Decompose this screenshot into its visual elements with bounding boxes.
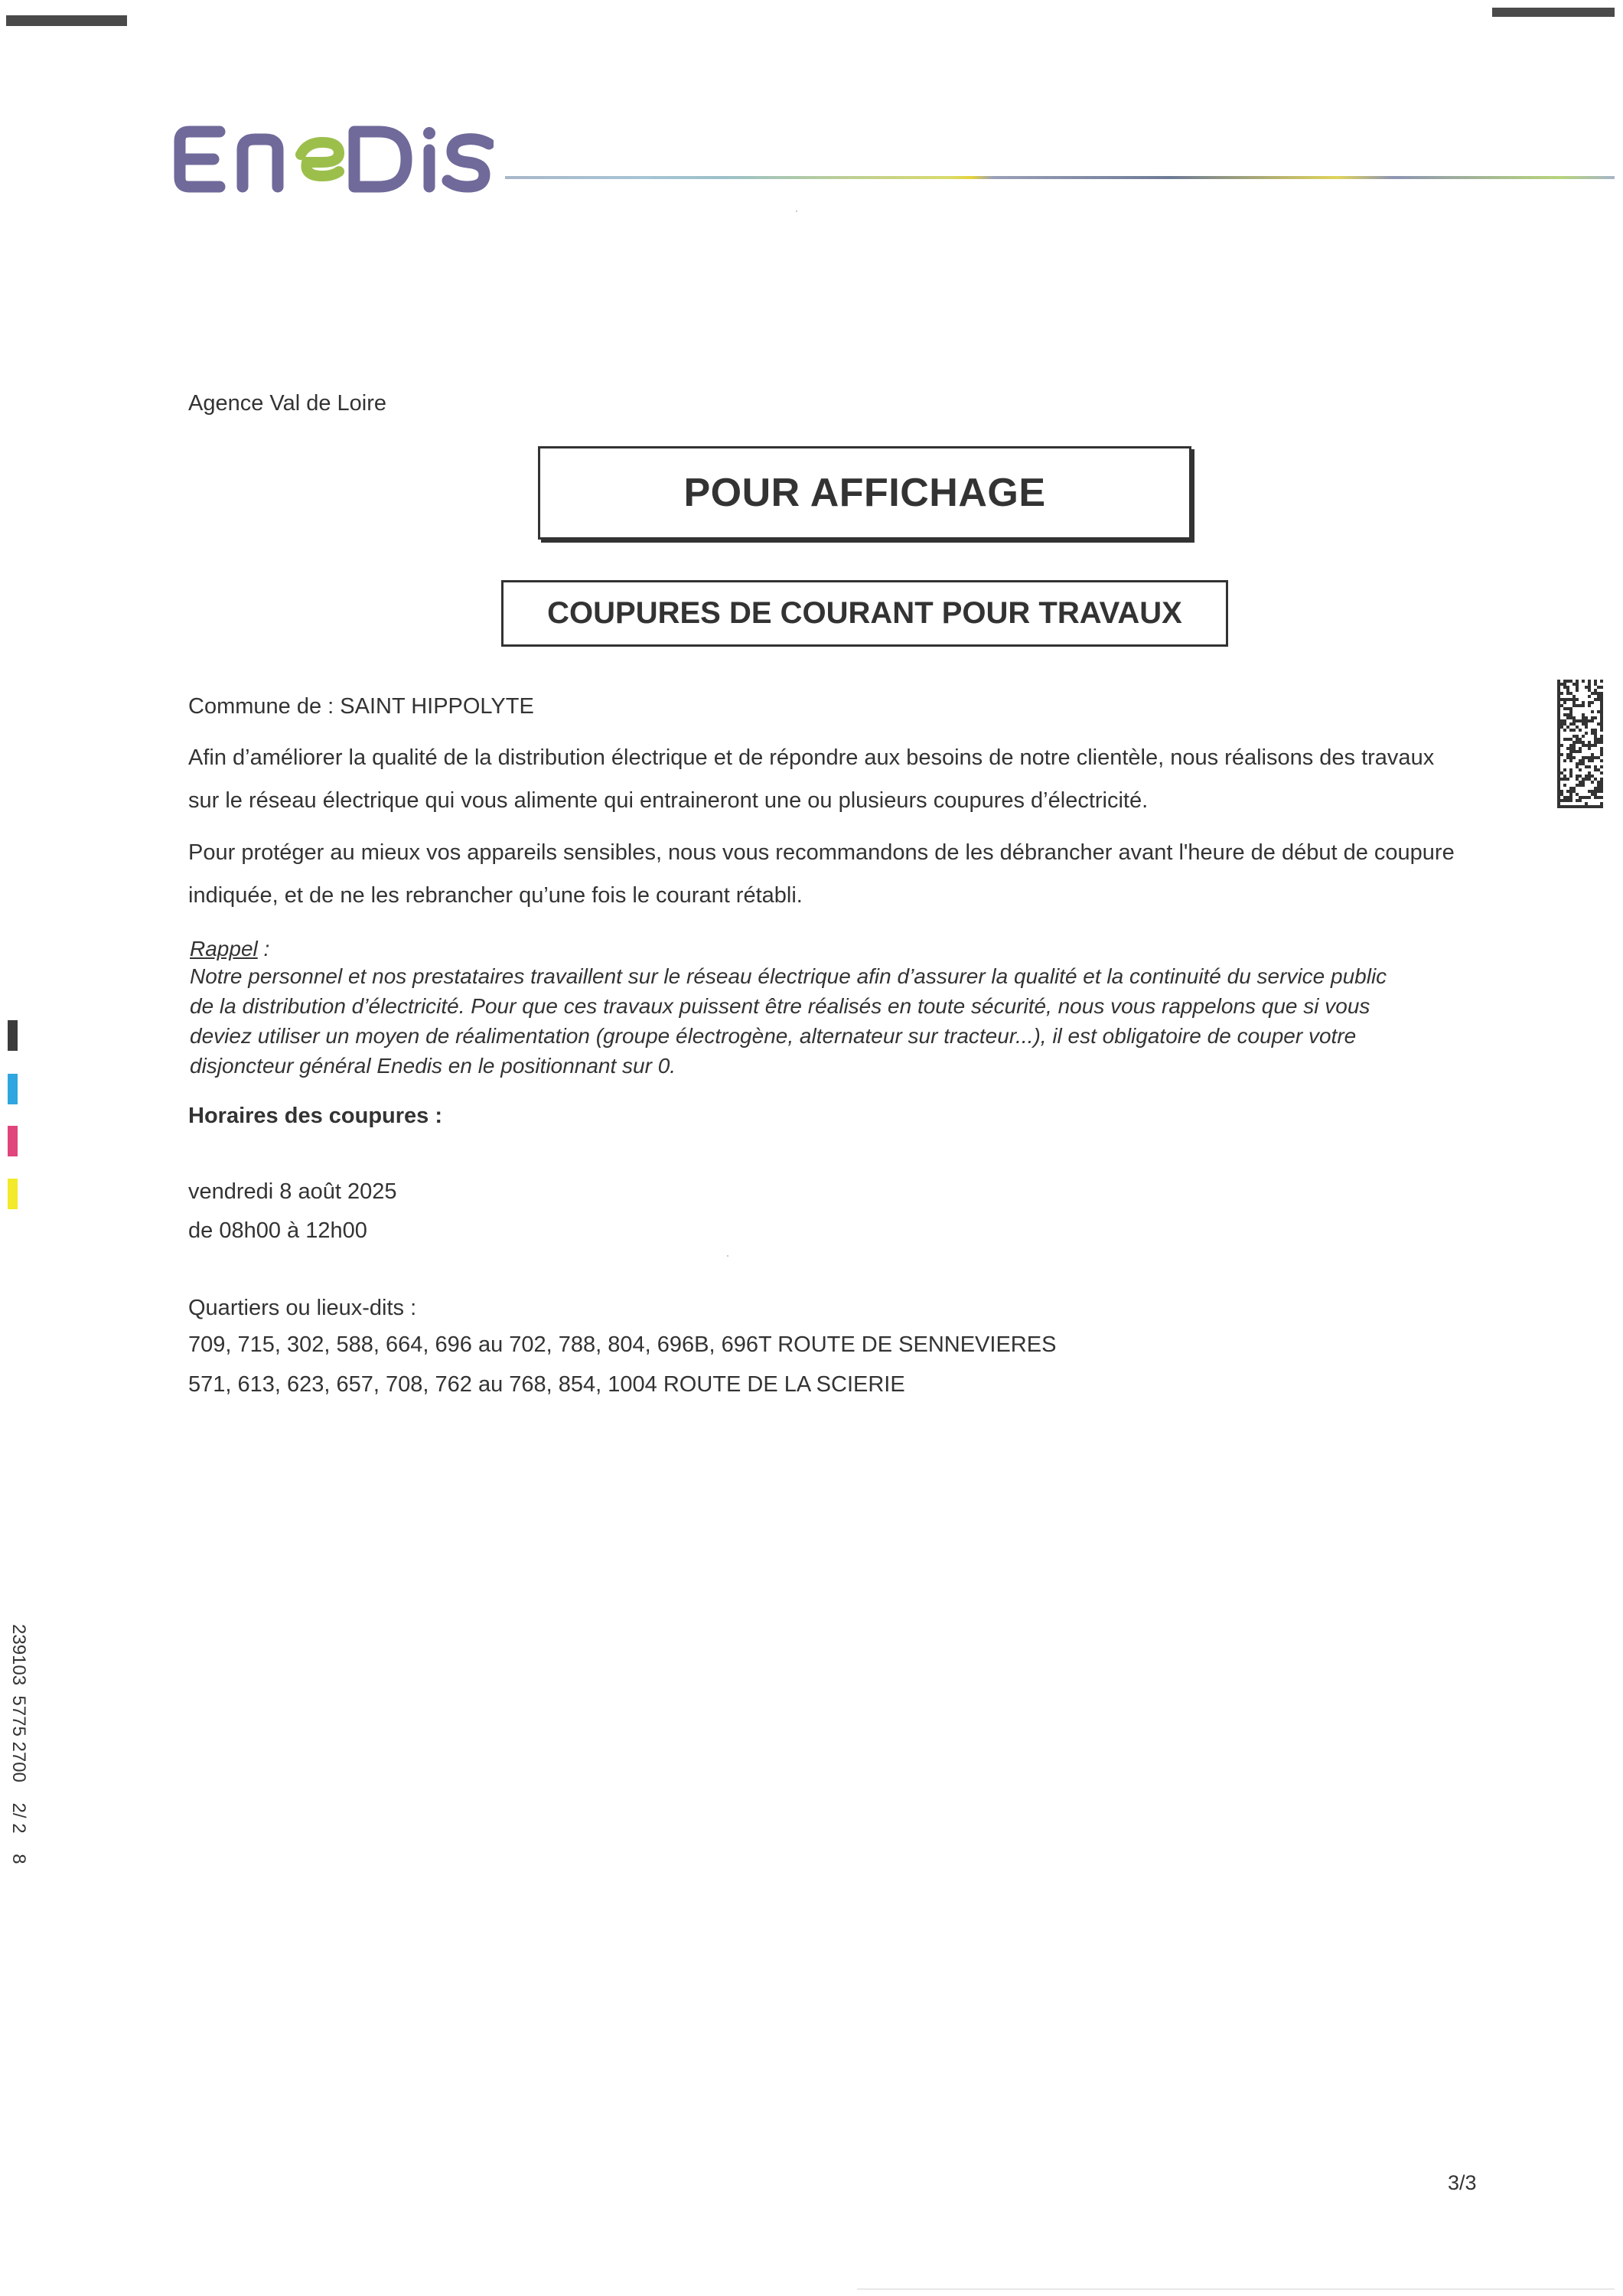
color-bar-cyan [8, 1074, 18, 1104]
header-rule [505, 176, 1615, 179]
color-bar-black [8, 1020, 18, 1051]
place-line: 709, 715, 302, 588, 664, 696 au 702, 788, 804, 696B, 696T ROUTE DE SENNEVIERES [188, 1332, 1057, 1357]
datamatrix-code [1557, 680, 1603, 808]
intro-line: sur le réseau électrique qui vous alimente qui entraineront une ou plusieurs coupures d’électricité. [188, 788, 1149, 813]
reminder-line: de la distribution d’électricité. Pour que ces travaux puissent être réalisés en toute sécurité, nous vous rappelons que si vous [190, 994, 1370, 1018]
scan-edge-bottom [857, 2288, 1615, 2290]
reminder-heading [190, 934, 269, 964]
reminder-line: disjoncteur général Enedis en le positionnant sur 0. [190, 1054, 676, 1078]
intro-paragraph [188, 736, 1434, 822]
notice-subtitle: COUPURES DE COURANT POUR TRAVAUX [547, 596, 1182, 630]
reminder-line: Notre personnel et nos prestataires travaillent sur le réseau électrique afin d’assurer la qualité et la continuité du service public [190, 964, 1387, 988]
scan-speck [796, 210, 797, 212]
places-heading: Quartiers ou lieux-dits : [188, 1296, 417, 1320]
protection-line: Pour protéger au mieux vos appareils sensibles, nous vous recommandons de les débrancher avant l'heure de début de coupure [188, 840, 1455, 865]
schedule-heading: Horaires des coupures : [188, 1104, 442, 1128]
reminder-line: deviez utiliser un moyen de réalimentation (groupe électrogène, alternateur sur tracteur...), il est obligatoire de couper votre [190, 1024, 1357, 1048]
agency-name: Agence Val de Loire [188, 391, 387, 416]
reminder-colon: : [257, 937, 270, 960]
schedule-date: vendredi 8 août 2025 [188, 1179, 397, 1204]
protection-paragraph [188, 831, 1455, 917]
commune-line: Commune de : SAINT HIPPOLYTE [188, 694, 534, 719]
intro-line: Afin d’améliorer la qualité de la distribution électrique et de répondre aux besoins de notre clientèle, nous réalisons des travaux [188, 745, 1435, 770]
schedule-time: de 08h00 à 12h00 [188, 1218, 367, 1243]
reminder-paragraph [190, 961, 1387, 1081]
reminder-label: Rappel [190, 937, 258, 960]
color-bar-yellow [8, 1179, 18, 1209]
scan-mark-top-left [6, 15, 127, 26]
scan-mark-top-right [1492, 8, 1615, 17]
notice-title-box [538, 446, 1191, 540]
side-tracking-code: 239103 5775 2700 2/ 2 8 [8, 1624, 29, 1864]
scan-speck [727, 1255, 728, 1257]
notice-subtitle-box [501, 580, 1228, 647]
place-line: 571, 613, 623, 657, 708, 762 au 768, 854, 1004 ROUTE DE LA SCIERIE [188, 1372, 905, 1397]
protection-line: indiquée, et de ne les rebrancher qu’une fois le courant rétabli. [188, 883, 803, 908]
page-number: 3/3 [1448, 2171, 1477, 2194]
color-bar-magenta [8, 1126, 18, 1156]
enedis-logo [172, 121, 494, 197]
notice-title: POUR AFFICHAGE [683, 471, 1046, 515]
